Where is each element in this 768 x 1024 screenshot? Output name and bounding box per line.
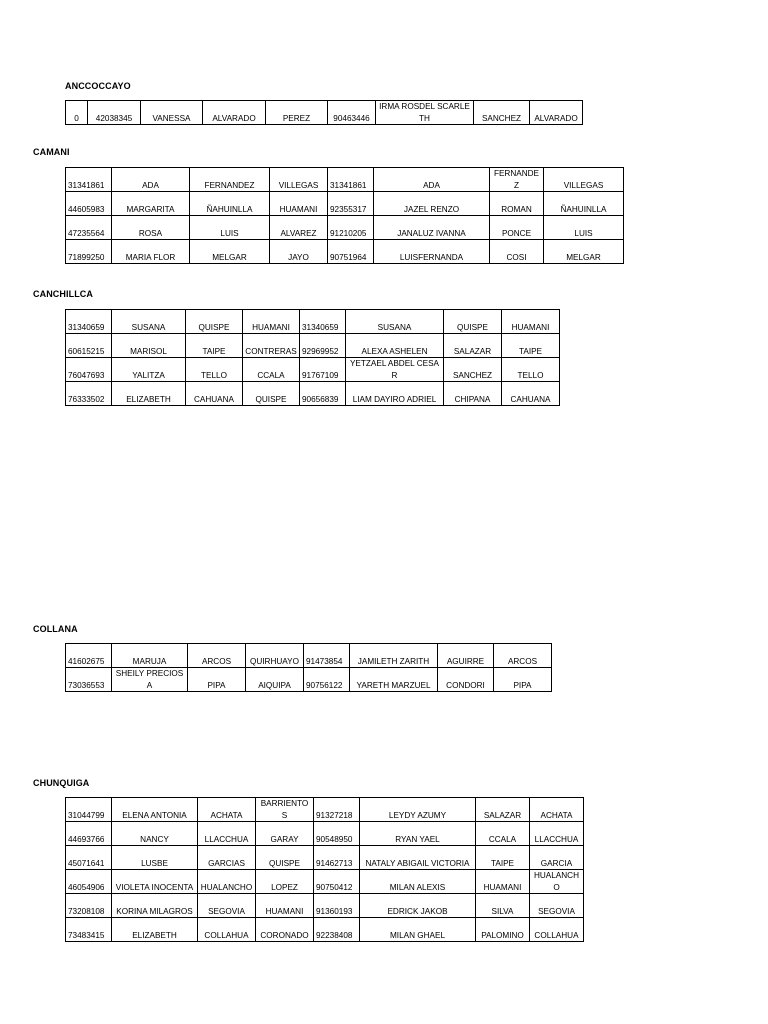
table-cell: MARIA FLOR [112,240,190,264]
table-cell: IRMA ROSDEL SCARLETH [376,101,474,125]
table-cell: FERNANDEZ [190,168,270,192]
table-cell: HUAMANI [270,192,328,216]
table-cell: COSI [490,240,544,264]
table-cell: HUAMANI [256,894,314,918]
table-cell: YARETH MARZUEL [350,668,438,692]
table-row [66,644,552,668]
table-cell: QUISPE [186,310,243,334]
table-cell: SEGOVIA [198,894,256,918]
table-cell: GARCIAS [198,846,256,870]
table-cell: ÑAHUINLLA [544,192,624,216]
table-cell: NATALY ABIGAIL VICTORIA [360,846,476,870]
table-cell: ADA [112,168,190,192]
table-collana [65,643,552,692]
table-cell: ALVAREZ [270,216,328,240]
table-cell: 41602675 [66,644,112,668]
table-cell: 31340659 [66,310,112,334]
table-body [66,798,584,942]
table-cell: LUIS [544,216,624,240]
table-cell: ACHATA [198,798,256,822]
table-cell: ROMAN [490,192,544,216]
table-cell: LLACCHUA [198,822,256,846]
table-cell: AGUIRRE [438,644,494,668]
table-cell: LUSBE [112,846,198,870]
table-row [66,358,560,382]
table-cell: COLLAHUA [530,918,584,942]
table-cell: HUAMANI [502,310,560,334]
table-cell: EDRICK JAKOB [360,894,476,918]
table-cell: 91327218 [314,798,360,822]
table-row [66,846,584,870]
table-cell: LLACCHUA [530,822,584,846]
table-cell: HUALANCHO [198,870,256,894]
table-cell: 91210205 [328,216,374,240]
table-cell: PALOMINO [476,918,530,942]
table-cell: PIPA [494,668,552,692]
table-cell: 73208108 [66,894,112,918]
table-row [66,192,624,216]
table-cell: RYAN YAEL [360,822,476,846]
table-cell: 71899250 [66,240,112,264]
table-body [66,168,624,264]
table-cell: AIQUIPA [246,668,304,692]
table-cell: LUIS [190,216,270,240]
table-row [66,822,584,846]
table-cell: TELLO [186,358,243,382]
table-cell: ALVARADO [530,101,583,125]
table-cell: MILAN GHAEL [360,918,476,942]
table-cell: 44605983 [66,192,112,216]
table-cell: CHIPANA [444,382,502,406]
table-cell: SALAZAR [476,798,530,822]
table-cell: MILAN ALEXIS [360,870,476,894]
table-cell: 31044799 [66,798,112,822]
table-cell: SANCHEZ [474,101,530,125]
table-cell: JANALUZ IVANNA [374,216,490,240]
table-body [66,310,560,406]
table-cell: SHEILY PRECIOSA [112,668,188,692]
table-cell: QUISPE [444,310,502,334]
table-cell: PONCE [490,216,544,240]
table-cell: 31341861 [328,168,374,192]
table-cell: CAHUANA [186,382,243,406]
table-row [66,168,624,192]
table-cell: JAMILETH ZARITH [350,644,438,668]
table-cell: ÑAHUINLLA [190,192,270,216]
table-body [66,101,583,125]
table-cell: 90548950 [314,822,360,846]
table-cell: LEYDY AZUMY [360,798,476,822]
table-cell: 90463446 [328,101,376,125]
table-cell: 31341861 [66,168,112,192]
section-heading-chunquiga: CHUNQUIGA [33,778,90,788]
table-camani [65,167,624,264]
table-cell: ADA [374,168,490,192]
table-cell: 45071641 [66,846,112,870]
table-cell: SEGOVIA [530,894,584,918]
table-cell: 76333502 [66,382,112,406]
table-cell: 90656839 [300,382,346,406]
table-cell: ACHATA [530,798,584,822]
table-cell: MARGARITA [112,192,190,216]
table-cell: 60615215 [66,334,112,358]
table-cell: ELENA ANTONIA [112,798,198,822]
table-cell: 91360193 [314,894,360,918]
table-row [66,894,584,918]
table-cell: HUAMANI [243,310,300,334]
table-cell: 73483415 [66,918,112,942]
table-cell: MELGAR [190,240,270,264]
table-cell: ARCOS [188,644,246,668]
table-cell: SUSANA [112,310,186,334]
table-cell: GARAY [256,822,314,846]
table-cell: LUISFERNANDA [374,240,490,264]
table-cell: VILLEGAS [544,168,624,192]
table-cell: 91462713 [314,846,360,870]
table-cell: PIPA [188,668,246,692]
table-cell: CORONADO [256,918,314,942]
table-cell: ELIZABETH [112,382,186,406]
section-heading-collana: COLLANA [33,624,78,634]
table-cell: LIAM DAYIRO ADRIEL [346,382,444,406]
table-cell: MELGAR [544,240,624,264]
table-cell: 91473854 [304,644,350,668]
table-row [66,334,560,358]
table-cell: 31340659 [300,310,346,334]
table-cell: QUISPE [243,382,300,406]
table-cell: TAIPE [476,846,530,870]
table-cell: ALVARADO [203,101,266,125]
table-cell: SUSANA [346,310,444,334]
table-cell: 90750412 [314,870,360,894]
table-row [66,918,584,942]
table-cell: PEREZ [266,101,328,125]
table-cell: CONDORI [438,668,494,692]
table-cell: 42038345 [88,101,141,125]
table-canchillca [65,309,560,406]
table-row [66,216,624,240]
table-cell: BARRIENTOS [256,798,314,822]
table-cell: ALEXA ASHELEN [346,334,444,358]
table-row [66,101,583,125]
table-cell: MARISOL [112,334,186,358]
table-cell: 92355317 [328,192,374,216]
table-cell: LOPEZ [256,870,314,894]
table-cell: ELIZABETH [112,918,198,942]
table-cell: ARCOS [494,644,552,668]
table-cell: SALAZAR [444,334,502,358]
table-cell: SILVA [476,894,530,918]
table-cell: 91767109 [300,358,346,382]
table-cell: VIOLETA INOCENTA [112,870,198,894]
table-cell: 90751964 [328,240,374,264]
table-cell: COLLAHUA [198,918,256,942]
table-row [66,870,584,894]
table-cell: 73036553 [66,668,112,692]
table-cell: VANESSA [141,101,203,125]
table-cell: KORINA MILAGROS [112,894,198,918]
table-cell: 92238408 [314,918,360,942]
table-cell: TAIPE [186,334,243,358]
table-cell: 90756122 [304,668,350,692]
table-body [66,644,552,692]
table-cell: HUALANCHO [530,870,584,894]
table-cell: 0 [66,101,88,125]
table-cell: 47235564 [66,216,112,240]
table-cell: 44693766 [66,822,112,846]
table-row [66,382,560,406]
table-row [66,310,560,334]
table-cell: YALITZA [112,358,186,382]
table-cell: ROSA [112,216,190,240]
table-cell: SANCHEZ [444,358,502,382]
table-cell: YETZAEL ABDEL CESAR [346,358,444,382]
table-cell: 46054906 [66,870,112,894]
table-cell: CAHUANA [502,382,560,406]
table-cell: JAYO [270,240,328,264]
table-cell: CCALA [243,358,300,382]
table-cell: 92969952 [300,334,346,358]
table-cell: 76047693 [66,358,112,382]
table-cell: QUIRHUAYO [246,644,304,668]
table-cell: TAIPE [502,334,560,358]
table-cell: VILLEGAS [270,168,328,192]
table-anccoccayo [65,100,583,125]
section-heading-anccoccayo: ANCCOCCAYO [65,81,131,91]
table-cell: TELLO [502,358,560,382]
table-row [66,798,584,822]
table-cell: GARCIA [530,846,584,870]
section-heading-camani: CAMANI [33,147,70,157]
table-row [66,240,624,264]
table-cell: CONTRERAS [243,334,300,358]
table-cell: MARUJA [112,644,188,668]
table-chunquiga [65,797,584,942]
section-heading-canchillca: CANCHILLCA [33,289,93,299]
table-cell: CCALA [476,822,530,846]
table-cell: NANCY [112,822,198,846]
table-row [66,668,552,692]
table-cell: FERNANDEZ [490,168,544,192]
table-cell: JAZEL RENZO [374,192,490,216]
table-cell: QUISPE [256,846,314,870]
table-cell: HUAMANI [476,870,530,894]
